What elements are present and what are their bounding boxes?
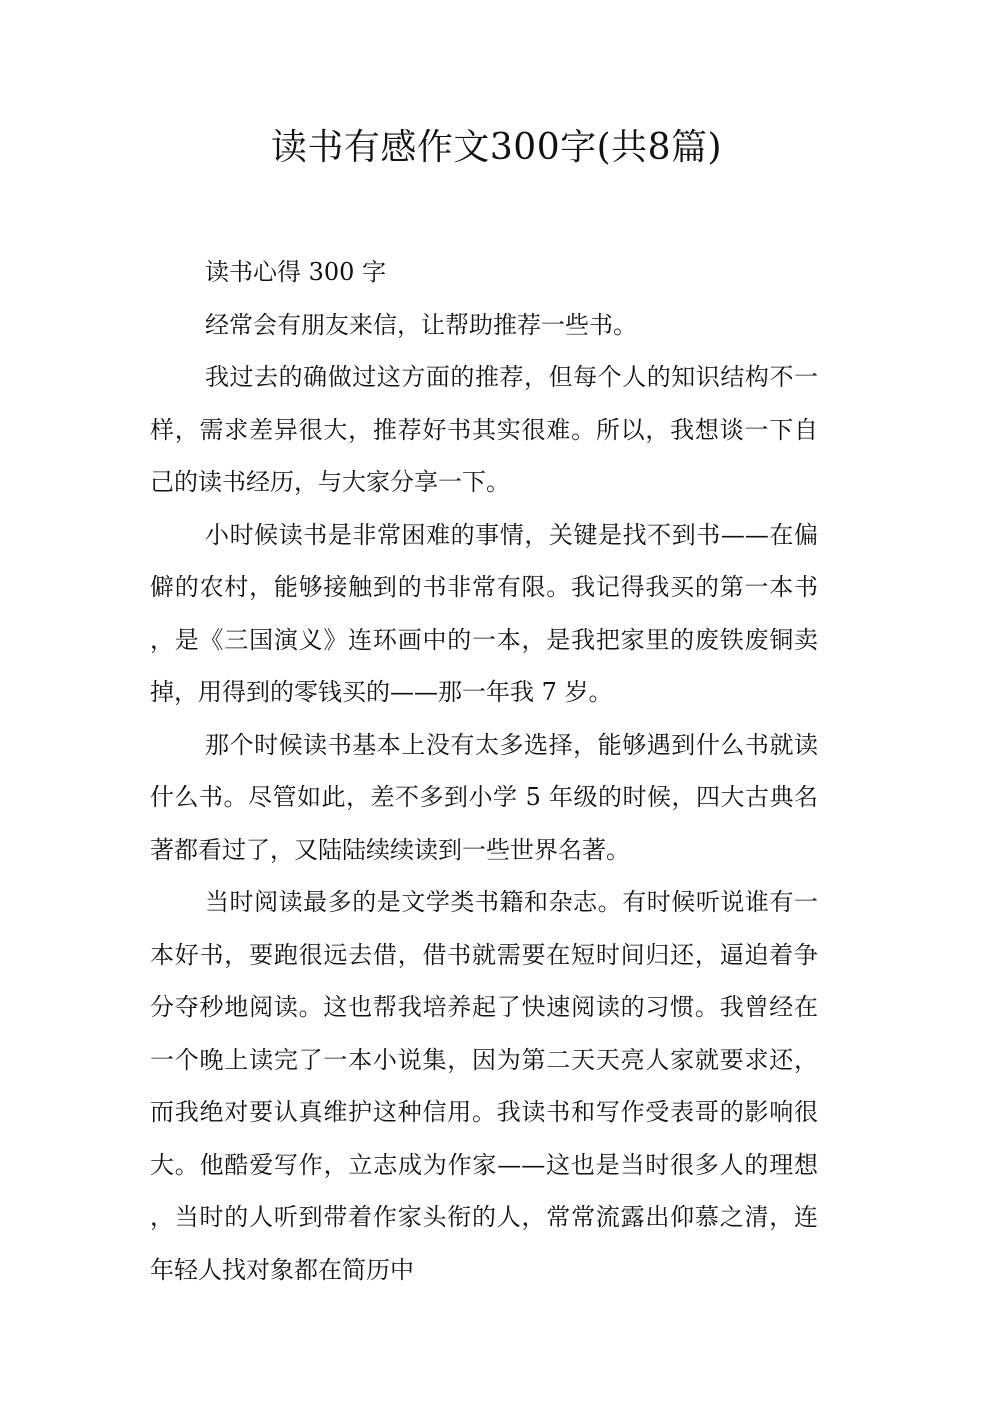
paragraph: 那个时候读书基本上没有太多选择，能够遇到什么书就读什么书。尽管如此，差不多到小学 5 年级的时候，四大古典名著都看过了，又陆陆续续读到一些世界名著。 <box>150 730 818 864</box>
paragraph: 小时候读书是非常困难的事情，关键是找不到书——在偏僻的农村，能够接触到的书非常有限。我记得我买的第一本书，是《三国演义》连环画中的一本，是我把家里的废铁废铜卖掉，用得到的零钱买的——那一年我 7 岁。 <box>150 520 818 706</box>
paragraph: 经常会有朋友来信，让帮助推荐一些书。 <box>205 310 637 339</box>
document-title: 读书有感作文300字(共8篇) <box>270 127 723 168</box>
paragraph: 我过去的确做过这方面的推荐，但每个人的知识结构不一样，需求差异很大，推荐好书其实很难。所以，我想谈一下自己的读书经历，与大家分享一下。 <box>150 363 818 496</box>
paragraph: 读书心得 300 字 <box>205 258 387 286</box>
paragraph: 当时阅读最多的是文学类书籍和杂志。有时候听说谁有一本好书，要跑很远去借，借书就需要在短时间归还，逼迫着争分夺秒地阅读。这也帮我培养起了快速阅读的习惯。我曾经在一个晚上读完了一本小说集，因为第二天天亮人家就要求还，而我绝对要认真维护这种信用。我读书和写作受表哥的影响很大。他酷爱写作，立志成为作家——这也是当时很多人的理想，当时的人听到带着作家头衔的人，常常流露出仰慕之清，连年轻人找对象都在简历中 <box>150 888 818 1284</box>
document-body <box>150 246 818 1296</box>
